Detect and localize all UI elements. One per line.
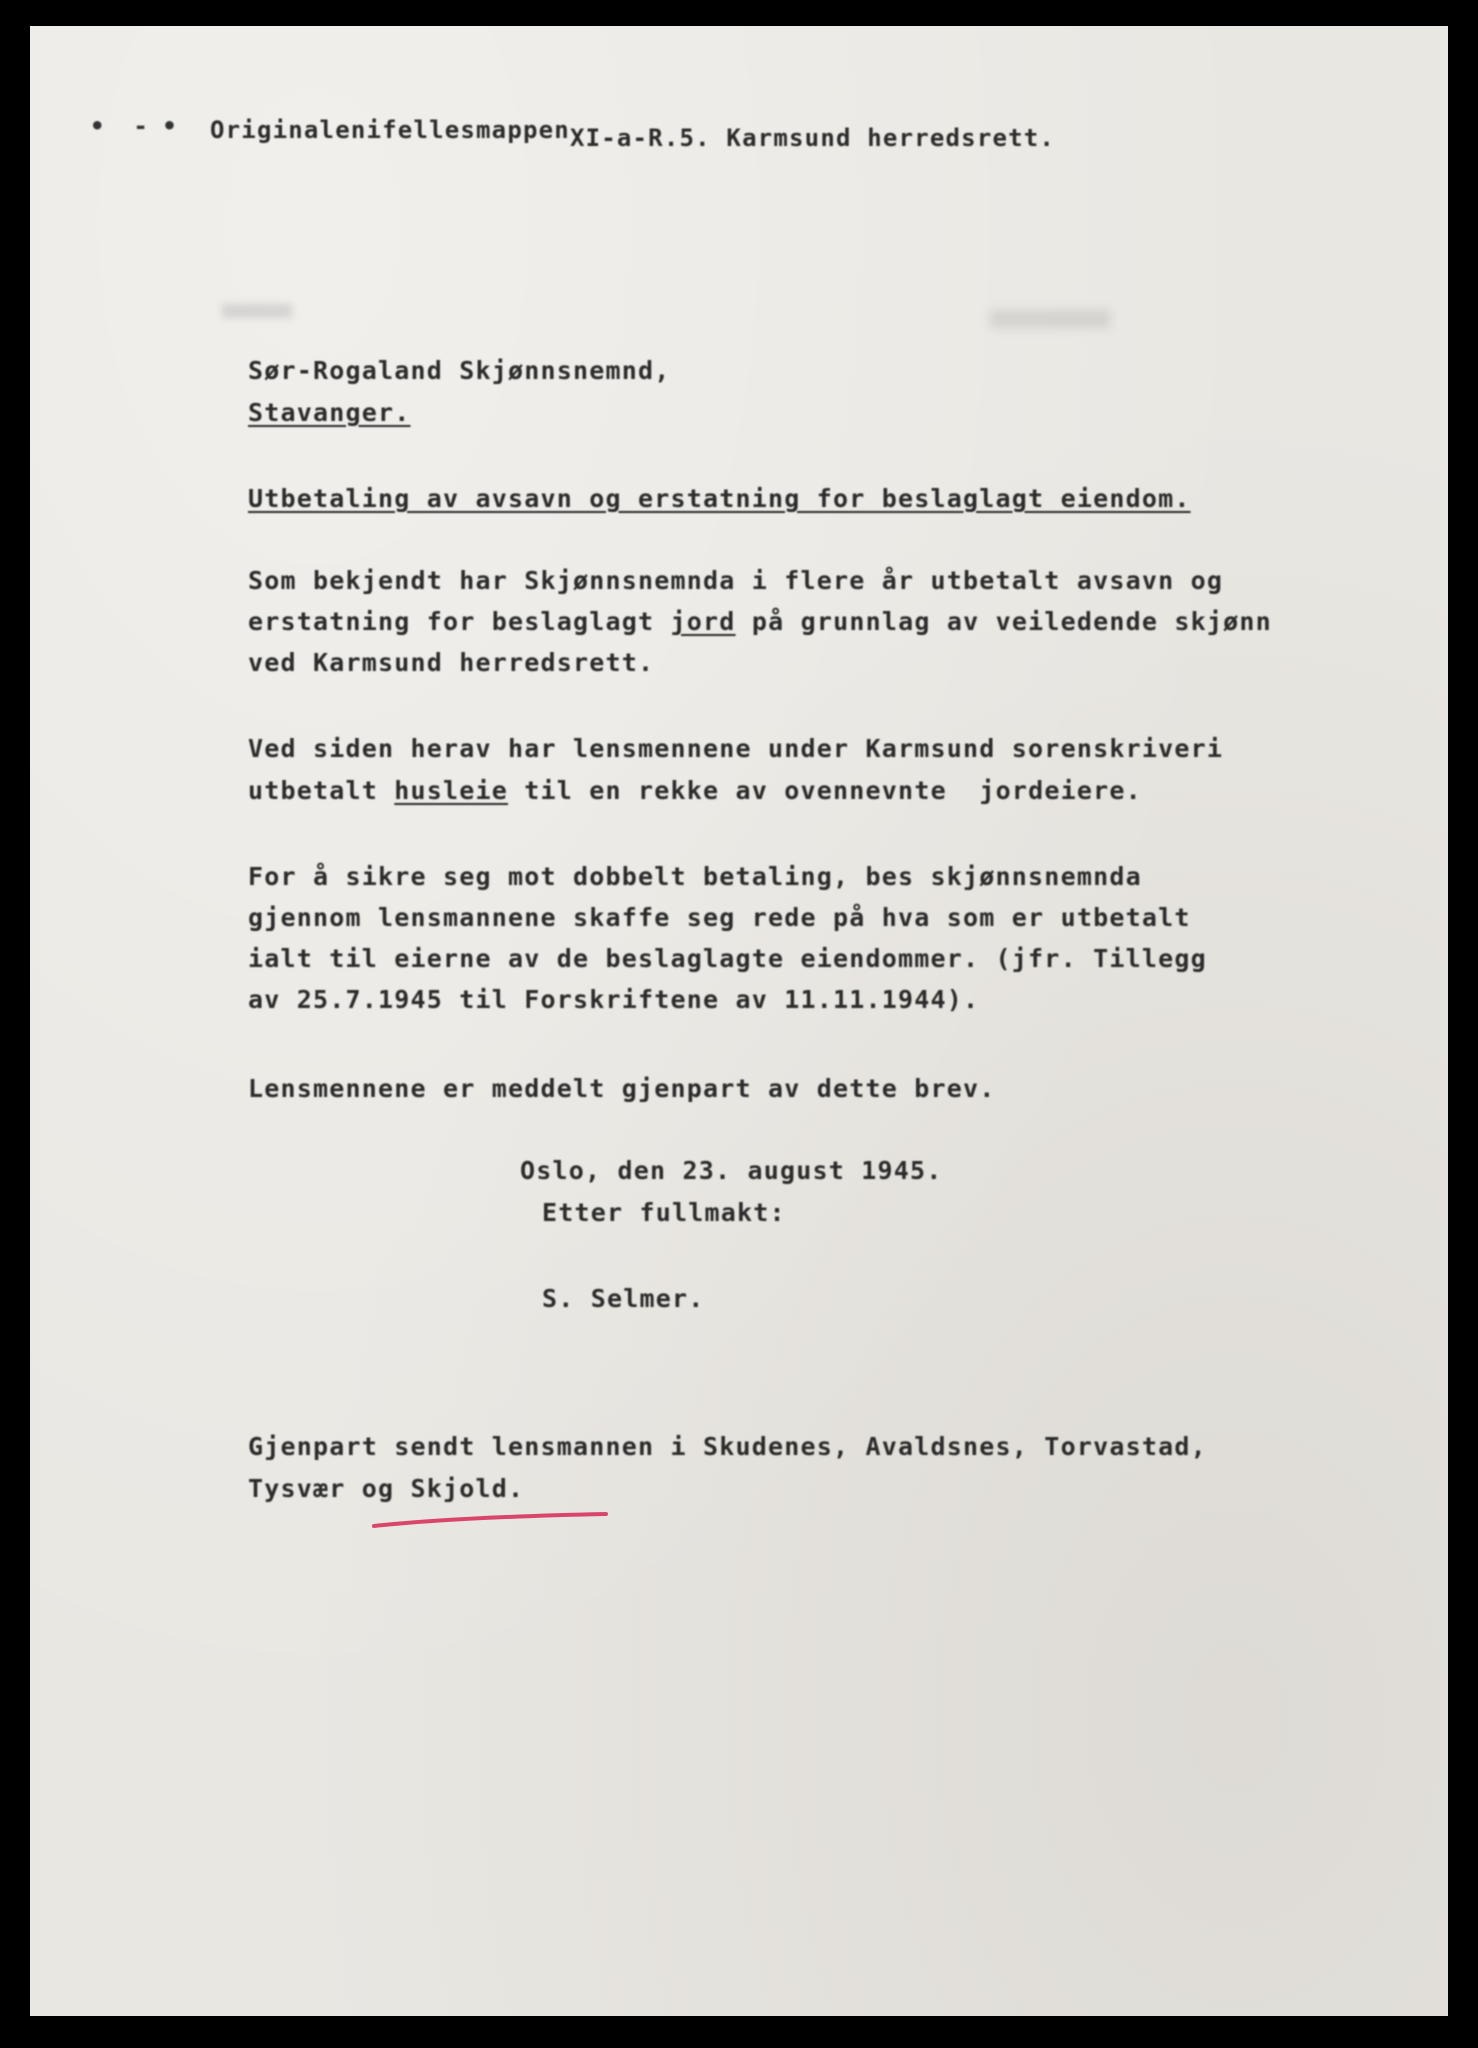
paragraph-2-line-1: Ved siden herav har lensmennene under Karmsund sorenskriveri — [248, 734, 1224, 763]
paragraph-3-line-4: av 25.7.1945 til Forskriftene av 11.11.1944). — [248, 985, 980, 1014]
document-page — [30, 26, 1448, 2016]
file-reference — [210, 116, 1056, 152]
recipient-name: Sør-Rogaland Skjønnsnemnd, — [248, 356, 671, 385]
faded-stamp-left — [222, 304, 292, 318]
paragraph-1-line-3: ved Karmsund herredsrett. — [248, 648, 655, 677]
paragraph-3-line-3: ialt til eierne av de beslaglagte eiendommer. (jfr. Tillegg — [248, 944, 1207, 973]
underlined-word-jord: jord — [670, 607, 736, 636]
copies-line-1: Gjenpart sendt lensmannen i Skudenes, Avaldsnes, Torvastad, — [248, 1432, 1207, 1461]
paragraph-3-line-1: For å sikre seg mot dobbelt betaling, bes skjønnsnemnda — [248, 862, 1142, 891]
paragraph-2-line-2: utbetalt husleie til en rekke av ovennevnte jordeiere. — [248, 776, 1142, 805]
paragraph-1-line-1: Som bekjendt har Skjønnsnemnda i flere år utbetalt avsavn og — [248, 566, 1224, 595]
file-reference-code: XI-a-R.5. Karmsund herredsrett. — [569, 124, 1056, 152]
copies-line-2: Tysvær og Skjold. — [248, 1474, 525, 1503]
paragraph-3-line-2: gjennom lensmannene skaffe seg rede på hva som er utbetalt — [248, 903, 1191, 932]
subject-line: Utbetaling av avsavn og erstatning for beslaglagt eiendom. — [248, 484, 1191, 513]
red-pencil-underline — [370, 1506, 610, 1536]
authority-line: Etter fullmakt: — [542, 1198, 786, 1227]
paragraph-1-line-2: erstatning for beslaglagt jord på grunnlag av veiledende skjønn — [248, 607, 1272, 636]
underlined-word-husleie: husleie — [394, 776, 509, 805]
paragraph-4: Lensmennene er meddelt gjenpart av dette brev. — [248, 1074, 996, 1103]
signature: S. Selmer. — [542, 1284, 705, 1313]
margin-marks: • - • — [90, 112, 177, 140]
faded-stamp-right — [990, 310, 1110, 328]
place-date: Oslo, den 23. august 1945. — [520, 1156, 943, 1185]
file-reference-prefix: Originalenifellesmappen — [210, 116, 570, 144]
recipient-city: Stavanger. — [248, 398, 411, 427]
